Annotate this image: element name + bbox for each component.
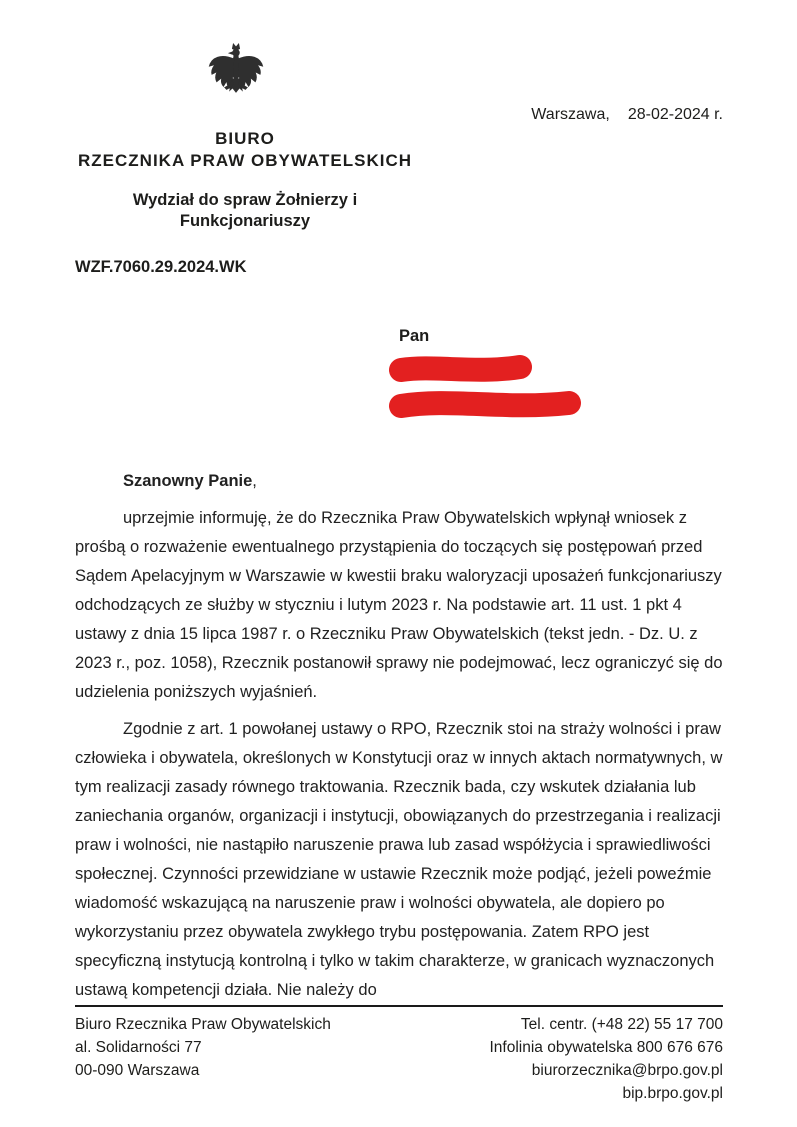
- redaction-strokes: [375, 350, 600, 425]
- salutation: [123, 472, 257, 491]
- footer-address-block: [75, 1013, 331, 1082]
- dateline-city: Warszawa,: [531, 106, 610, 123]
- body-paragraph-2: Zgodnie z art. 1 powołanej ustawy o RPO, Rzecznik stoi na straży wolności i praw człowieka i obywatela, określonych w Konstytucji oraz w innych aktach normatywnych, w tym realizacji zasady równego traktowania. Rzecznik bada, czy wskutek działania lub zaniechania organów, organizacji i instytucji, obowiązanych do przestrzegania i realizacji praw i wolności, nie nastąpiło naruszenie prawa lub zasad współżycia i sprawiedliwości społecznej. Czynności przewidziane w ustawie Rzecznik może podjąć, jeżeli poweźmie wiadomość wskazującą na naruszenie praw i wolności obywatela, ale dopiero po wykorzystaniu przez obywatela zwykłego trybu postępowania. Zatem RPO jest specyficzną instytucją kontrolną i tylko w takim charakterze, w granicach wyznaczonych ustawą kompetencji działa. Nie należy do: [75, 720, 723, 999]
- department-name-line2: Funkcjonariuszy: [179, 212, 311, 230]
- letter-body: [75, 504, 725, 1013]
- dateline-date: 28-02-2024 r.: [627, 106, 723, 123]
- dateline: [531, 106, 723, 124]
- footer-office-name: Biuro Rzecznika Praw Obywatelskich: [75, 1016, 331, 1033]
- footer-infoline: Infolinia obywatelska 800 676 676: [489, 1039, 723, 1056]
- footer-contact-block: [489, 1013, 723, 1105]
- department-name-line1: Wydział do spraw Żołnierzy i: [132, 191, 358, 209]
- salutation-rest: ,: [252, 472, 257, 490]
- case-number: WZF.7060.29.2024.WK: [75, 258, 247, 276]
- office-name-line2: RZECZNIKA PRAW OBYWATELSKICH: [78, 151, 412, 170]
- department-name: [78, 190, 412, 232]
- redaction-stroke-2: [401, 403, 569, 406]
- footer-phone: Tel. centr. (+48 22) 55 17 700: [520, 1016, 723, 1033]
- salutation-bold: Szanowny Panie: [123, 472, 253, 490]
- office-name-line1: BIURO: [215, 129, 275, 148]
- footer-website: bip.brpo.gov.pl: [622, 1085, 723, 1102]
- polish-eagle-emblem: [207, 40, 265, 112]
- addressee-title: Pan: [399, 327, 430, 345]
- footer-email: biurorzecznika@brpo.gov.pl: [531, 1062, 723, 1079]
- footer-street: al. Solidarności 77: [75, 1039, 202, 1056]
- footer-city: 00-090 Warszawa: [75, 1062, 200, 1079]
- redaction-stroke-1: [401, 367, 520, 370]
- body-paragraph-1: uprzejmie informuję, że do Rzecznika Praw Obywatelskich wpłynął wniosek z prośbą o rozważenie ewentualnego przystąpienia do toczących się postępowań przed Sądem Apelacyjnym w Warszawie w kwestii braku waloryzacji uposażeń funkcjonariuszy odchodzących ze służby w styczniu i lutym 2023 r. Na podstawie art. 11 ust. 1 pkt 4 ustawy z dnia 15 lipca 1987 r. o Rzeczniku Praw Obywatelskich (tekst jedn. - Dz. U. z 2023 r., poz. 1058), Rzecznik postanowił sprawy nie podejmować, lecz ograniczyć się do udzielenia poniższych wyjaśnień.: [75, 509, 723, 701]
- office-name: [78, 128, 412, 172]
- footer-divider: [75, 1005, 723, 1007]
